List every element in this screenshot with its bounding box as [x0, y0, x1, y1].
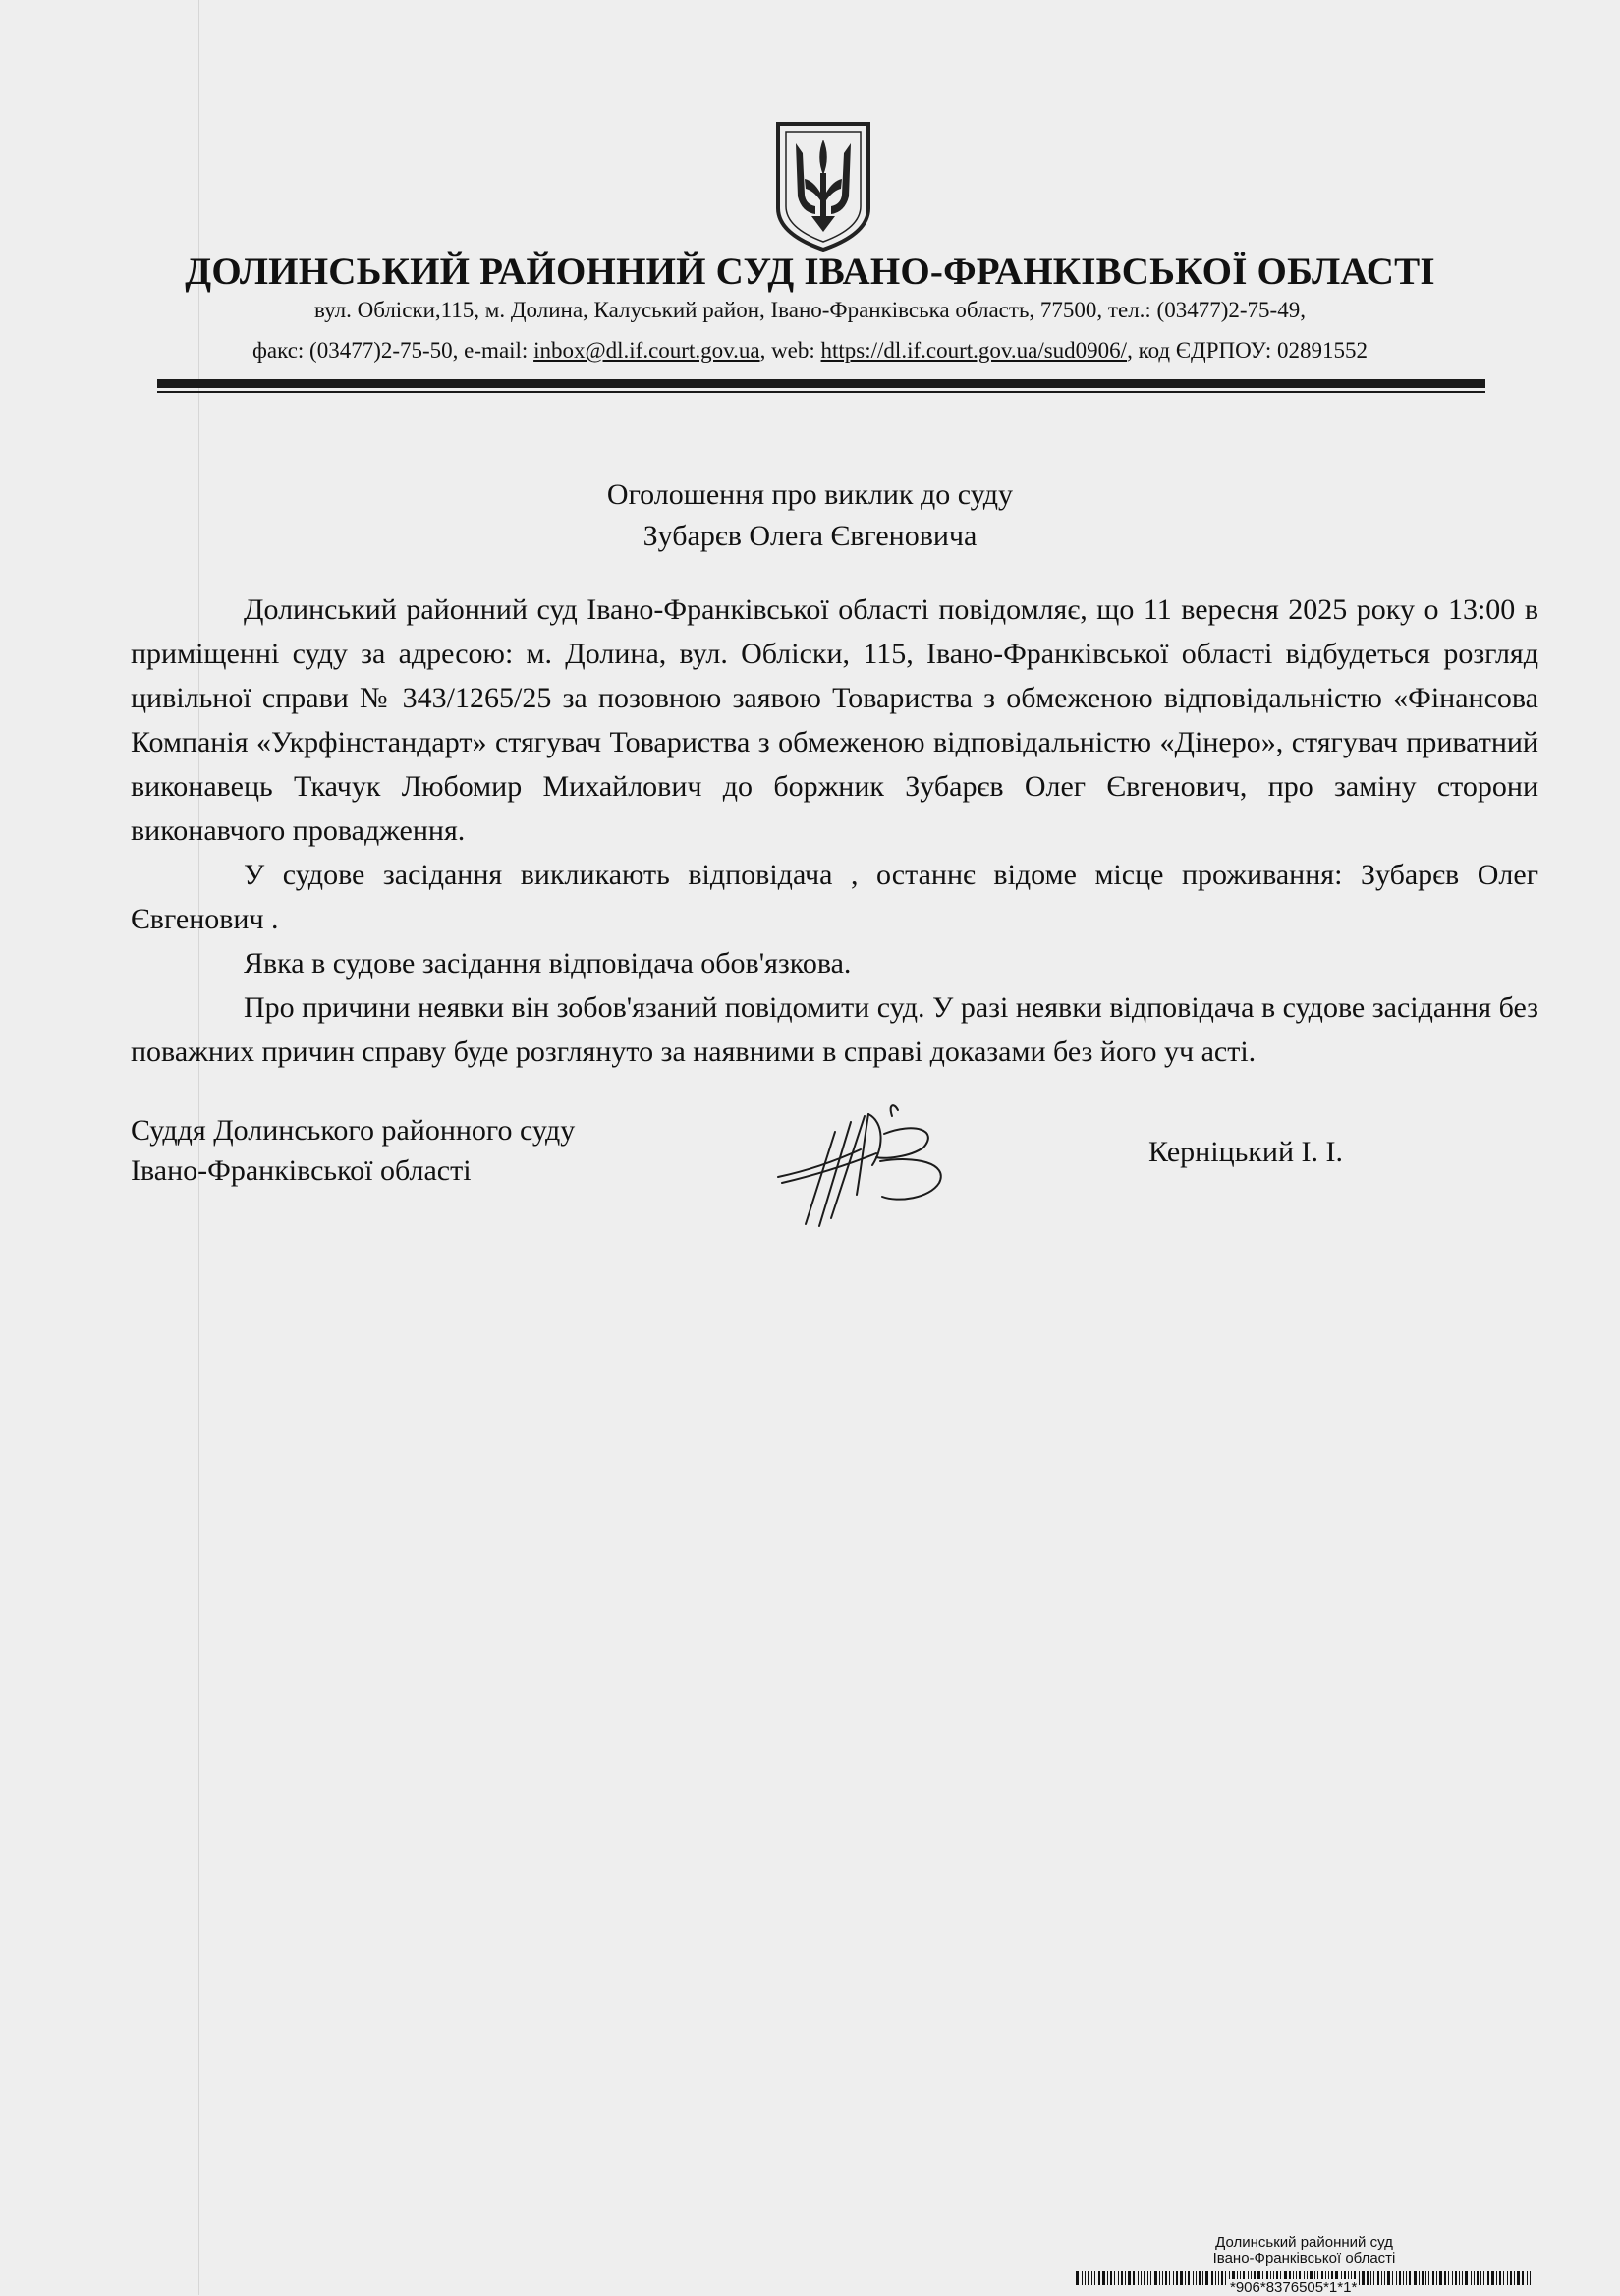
notice-paragraph: Про причини неявки він зобов'язаний повідомити суд. У разі неявки відповідача в судове засідання без поважних причин справу буде розглянуто за наявними в справі доказами без його уч асті.	[131, 991, 1538, 1068]
barcode-bar	[1088, 2271, 1089, 2285]
barcode-bar	[1185, 2271, 1186, 2285]
barcode-bar	[1462, 2271, 1463, 2285]
barcode-bar	[1188, 2271, 1190, 2285]
barcode-bar	[1507, 2271, 1508, 2285]
barcode-number: *906*8376505*1*1*	[1230, 2279, 1358, 2296]
barcode-bar	[1076, 2271, 1079, 2285]
barcode-bar	[1133, 2271, 1135, 2285]
barcode-bar	[1444, 2271, 1446, 2285]
barcode-bar	[1159, 2271, 1160, 2285]
barcode-bar	[1474, 2271, 1475, 2285]
barcode-bar	[1381, 2271, 1382, 2285]
barcode-bar	[1455, 2271, 1457, 2285]
barcode-bar	[1459, 2271, 1460, 2285]
barcode-bar	[1491, 2271, 1494, 2285]
barcode-bar	[1176, 2271, 1178, 2285]
web-label: , web:	[759, 338, 821, 363]
barcode-bar	[1480, 2271, 1481, 2285]
barcode-bar	[1102, 2271, 1105, 2285]
notice-paragraph: Явка в судове засідання відповідача обов'язкова.	[244, 947, 852, 980]
registry-stamp	[1194, 2235, 1415, 2267]
header-rule-thick	[157, 379, 1485, 388]
barcode-bar	[1517, 2271, 1520, 2285]
barcode-bar	[1471, 2271, 1472, 2285]
barcode-bar	[1436, 2271, 1437, 2285]
barcode-bar	[1387, 2271, 1390, 2285]
website-link[interactable]: https://dl.if.court.gov.ua/sud0906/	[820, 338, 1128, 363]
barcode-bar	[1225, 2271, 1226, 2285]
barcode-bar	[1399, 2271, 1401, 2285]
barcode-bar	[1483, 2271, 1484, 2285]
barcode-bar	[1432, 2271, 1434, 2285]
notice-body	[131, 588, 1538, 1074]
trident-coat-of-arms-icon	[772, 118, 874, 253]
barcode-bar	[1477, 2271, 1479, 2285]
barcode-bar	[1514, 2271, 1515, 2285]
barcode-bar	[1384, 2271, 1385, 2285]
barcode-bar	[1165, 2271, 1167, 2285]
court-name: ДОЛИНСЬКИЙ РАЙОННИЙ СУД ІВАНО-ФРАНКІВСЬКОЇ ОБЛАСТІ	[185, 251, 1435, 293]
barcode-bar	[1403, 2271, 1404, 2285]
barcode-bar	[1406, 2271, 1407, 2285]
handwritten-signature-icon	[766, 1092, 992, 1230]
barcode-bar	[1107, 2271, 1108, 2285]
barcode-bar	[1370, 2271, 1371, 2285]
judge-position	[131, 1110, 575, 1191]
barcode-bar	[1496, 2271, 1497, 2285]
barcode-bar	[1425, 2271, 1426, 2285]
notice-paragraph: У судове засідання викликають відповідача , останнє відоме місце проживання: Зубарєв Олег Євгенович .	[131, 859, 1538, 935]
barcode-bar	[1199, 2271, 1201, 2285]
barcode-bar	[1125, 2271, 1126, 2285]
barcode-bar	[1147, 2271, 1148, 2285]
header-rule-thin	[157, 391, 1485, 393]
barcode-bar	[1180, 2271, 1183, 2285]
barcode-bar	[1428, 2271, 1429, 2285]
barcode-bar	[1173, 2271, 1174, 2285]
notice-subject: Зубарєв Олега Євгеновича	[642, 520, 978, 552]
court-address: вул. Обліски,115, м. Долина, Калуський район, Івано-Франківська область, 77500, тел.: (03477)2-75-49,	[314, 298, 1306, 322]
barcode-bar	[1530, 2271, 1531, 2285]
barcode-bar	[1396, 2271, 1397, 2285]
judge-position-line: Івано-Франківської області	[131, 1154, 472, 1187]
barcode-bar	[1499, 2271, 1501, 2285]
barcode-bar	[1487, 2271, 1489, 2285]
barcode-bar	[1452, 2271, 1453, 2285]
barcode-bar	[1196, 2271, 1197, 2285]
barcode-bar	[1221, 2271, 1223, 2285]
barcode-bar	[1141, 2271, 1142, 2285]
fax-text: факс: (03477)2-75-50, e-mail:	[251, 338, 534, 363]
barcode-bar	[1169, 2271, 1170, 2285]
barcode-bar	[1522, 2271, 1524, 2285]
barcode-bar	[1094, 2271, 1095, 2285]
barcode-bar	[1138, 2271, 1139, 2285]
barcode-bar	[1527, 2271, 1528, 2285]
barcode-bar	[1121, 2271, 1123, 2285]
barcode-bar	[1085, 2271, 1086, 2285]
barcode-bar	[1091, 2271, 1092, 2285]
email-link[interactable]: inbox@dl.if.court.gov.ua	[533, 338, 760, 363]
barcode-bar	[1193, 2271, 1194, 2285]
barcode-bar	[1409, 2271, 1411, 2285]
barcode-bar	[1110, 2271, 1112, 2285]
barcode-bar	[1205, 2271, 1208, 2285]
edrpou-code: , код ЄДРПОУ: 02891552	[1127, 338, 1369, 363]
judge-name: Керніцький І. І.	[1148, 1136, 1343, 1168]
barcode-bar	[1211, 2271, 1213, 2285]
barcode-bar	[1215, 2271, 1216, 2285]
barcode-bar	[1422, 2271, 1424, 2285]
notice-title: Оголошення про виклик до суду	[606, 478, 1014, 511]
barcode-bar	[1362, 2271, 1365, 2285]
barcode-bar	[1503, 2271, 1504, 2285]
notice-paragraph: Долинський районний суд Івано-Франківської області повідомляє, що 11 вересня 2025 року о 13:00 в приміщенні суду за адресою: м. Долина, вул. Обліски, 115, Івано-Франківської області відбудеться розгляд цивільної справи № 343/1265/25 за позовною заявою Товариства з обмеженою відповідальністю «Фінансова Компанія «Укрфінстандарт» стягувач Товариства з обмеженою відповідальністю «Дінеро», стягувач приватний виконавець Ткачук Любомир Михайлович до боржник Зубарєв Олег Євгенович, про заміну сторони виконавчого провадження.	[131, 593, 1538, 847]
court-contacts	[147, 338, 1473, 364]
barcode-bar	[1414, 2271, 1417, 2285]
barcode-bar	[1144, 2271, 1145, 2285]
barcode-bar	[1465, 2271, 1468, 2285]
stamp-line: Долинський районний суд	[1215, 2234, 1393, 2251]
barcode-bar	[1419, 2271, 1420, 2285]
barcode-bar	[1448, 2271, 1449, 2285]
barcode-bar	[1202, 2271, 1203, 2285]
barcode-bar	[1510, 2271, 1512, 2285]
barcode-bar	[1218, 2271, 1219, 2285]
barcode-bar	[1150, 2271, 1151, 2285]
barcode-bar	[1439, 2271, 1442, 2285]
judge-position-line: Суддя Долинського районного суду	[131, 1114, 576, 1147]
barcode-bar	[1377, 2271, 1379, 2285]
barcode-bar	[1162, 2271, 1163, 2285]
barcode-bar	[1082, 2271, 1083, 2285]
barcode-bar	[1098, 2271, 1100, 2285]
barcode-bar	[1367, 2271, 1369, 2285]
barcode-bar	[1392, 2271, 1393, 2285]
barcode-bar	[1128, 2271, 1131, 2285]
barcode-bar	[1114, 2271, 1115, 2285]
barcode-bar	[1118, 2271, 1119, 2285]
barcode-bar	[1373, 2271, 1374, 2285]
barcode-bar	[1154, 2271, 1157, 2285]
stamp-line: Івано-Франківської області	[1212, 2250, 1396, 2267]
